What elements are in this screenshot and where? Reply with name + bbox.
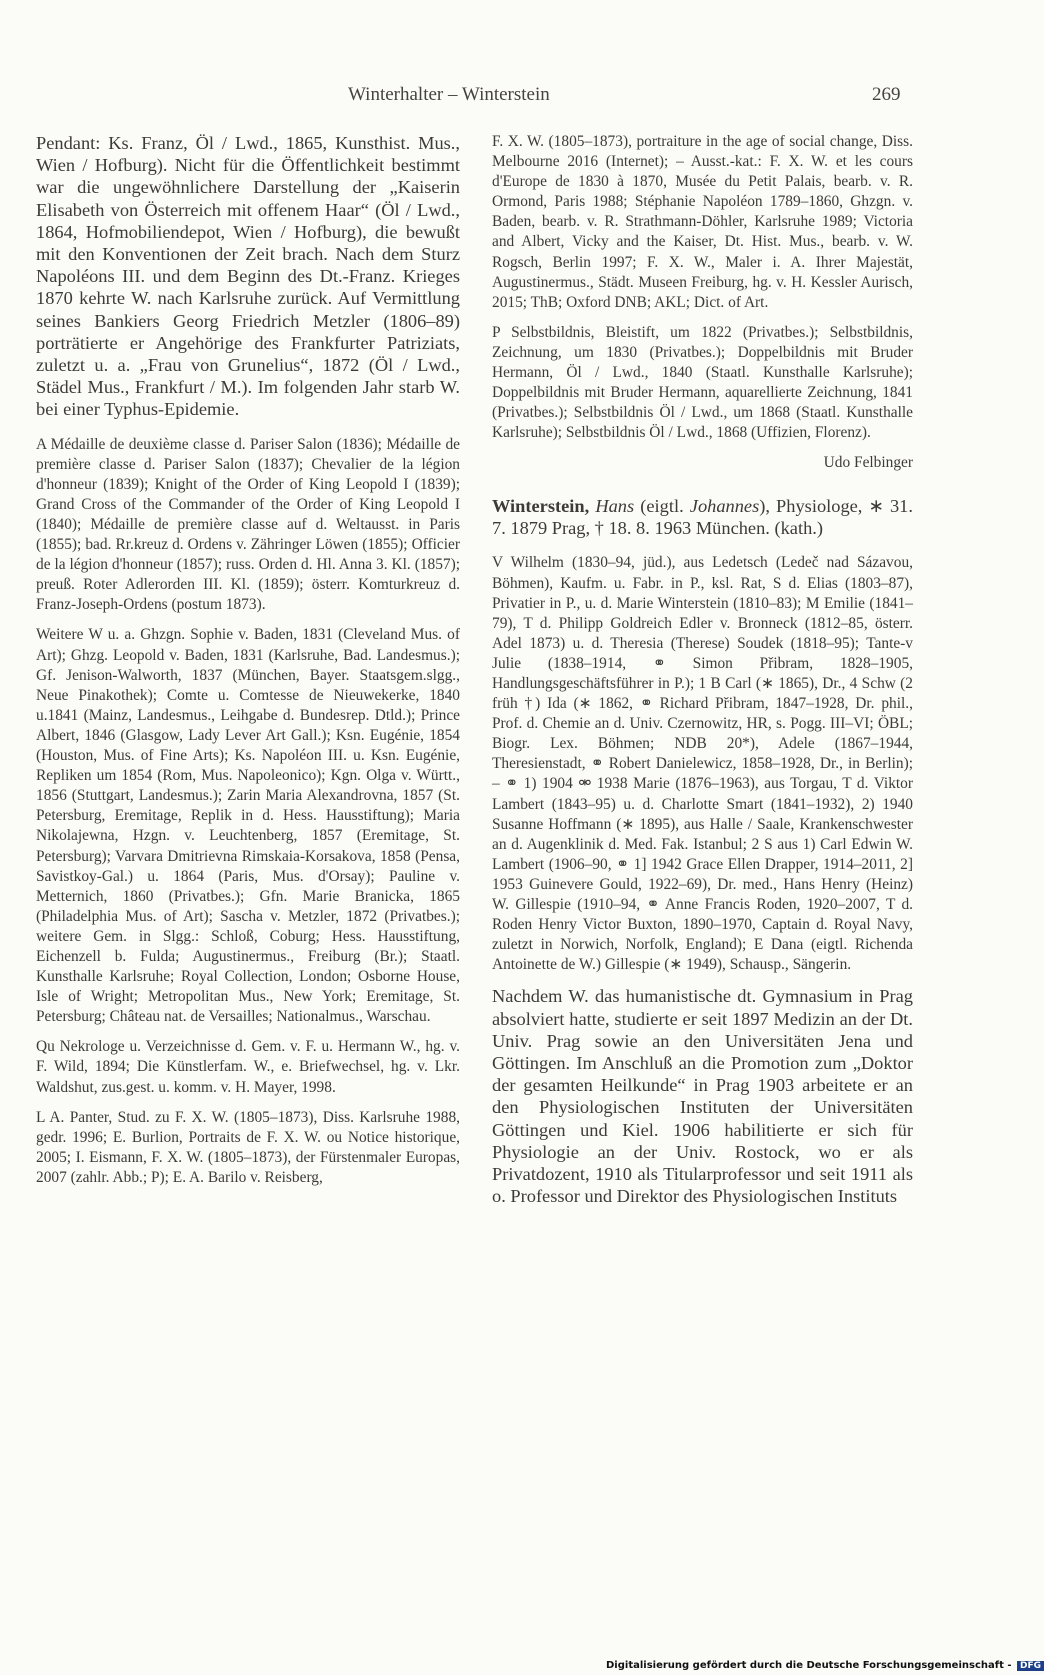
entry-surname: Winterstein, — [492, 496, 590, 517]
literature-paragraph: L A. Panter, Stud. zu F. X. W. (1805–1873), Diss. Karlsruhe 1988, gedr. 1996; E. Burlion, Portraits de F. X. W. ou Notice historique, 2005; I. Eismann, F. X. W. (1805–1873), der Fürstenmaler Europas, 2007 (zahlr. Abb.; P); E. A. Barilo v. Reisberg, — [36, 1108, 460, 1186]
sources-paragraph: Qu Nekrologe u. Verzeichnisse d. Gem. v. F. u. Hermann W., hg. v. F. Wild, 1894; Die Künstlerfam. W., e. Briefwechsel, hg. v. Lkr. Waldshut, zus.gest. u. komm. v. H. Mayer, 1998. — [36, 1038, 460, 1096]
entry-alias-name: Johannes — [689, 496, 760, 517]
entry-heading — [492, 495, 913, 539]
dfg-logo: DFG — [1017, 1661, 1044, 1671]
body-paragraph: Pendant: Ks. Franz, Öl / Lwd., 1865, Kunsthist. Mus., Wien / Hofburg). Nicht für die Öffentlichkeit bestimmt war die ungewöhnlichere Darstellung der „Kaiserin Elisabeth von Österreich mit offenem Haar“ (Öl / Lwd., 1864, Hofmobiliendepot, Wien / Hofburg), die bewußt mit den Konventionen der Zeit brach. Nach dem Sturz Napoléons III. und dem Beginn des Dt.-Franz. Krieges 1870 kehrte W. nach Karlsruhe zurück. Auf Vermittlung seines Bankiers Georg Friedrich Metzler (1806–89) porträtierte er Angehörige des Frankfurter Patriziats, zuletzt u. a. „Frau von Grunelius“, 1872 (Öl / Lwd., Städel Mus., Frankfurt / M.). Im folgenden Jahr starb W. bei einer Typhus-Epidemie. — [36, 133, 460, 420]
entry-given-name: Hans — [595, 496, 635, 517]
author-signature: Udo Felbinger — [823, 454, 913, 472]
literature-continued: F. X. W. (1805–1873), portraiture in the age of social change, Diss. Melbourne 2016 (Internet); – Ausst.-kat.: F. X. W. et les cours d'Europe de 1830 à 1870, Musée du Petit Palais, bearb. v. R. Ormond, Paris 1988; Stéphanie Napoléon 1789–1860, Ghzgn. v. Baden, bearb. v. R. Strathmann-Döhler, Karlsruhe 1989; Victoria and Albert, Vicky and the Kaiser, Dt. Hist. Mus., bearb. v. W. Rogsch, Berlin 1997; F. X. W., Maler i. A. Ihrer Majestät, Augustinermus., Städt. Museen Freiburg, hg. v. H. Kessler Aurisch, 2015; ThB; Oxford DNB; AKL; Dict. of Art. — [492, 133, 913, 311]
awards-paragraph: A Médaille de deuxième classe d. Pariser Salon (1836); Médaille de première classe d. Pariser Salon (1837); Chevalier de la légion d'honneur (1839); Knight of the Order of King Leopold I (1839); Grand Cross of the Commander of the Order of King Leopold I (1840); Médaille de première classe auf d. Weltausst. in Paris (1855); bad. Rr.kreuz d. Ordens v. Zähringer Löwen (1855); Officier de la légion d'honneur (1857); russ. Orden d. Hl. Anna 3. Kl. (1857); preuß. Roter Adlerorden III. Kl. (1859); österr. Komturkreuz d. Franz-Joseph-Ordens (postum 1873). — [36, 435, 460, 614]
works-paragraph: Weitere W u. a. Ghzgn. Sophie v. Baden, 1831 (Cleveland Mus. of Art); Ghzg. Leopold v. Baden, 1831 (Karlsruhe, Bad. Landesmus.); Gf. Jenison-Walworth, 1837 (München, Bayer. Staatsgem.slgg., Neue Pinakothek); Comte u. Comtesse de Nieuwekerke, 1840 u.1841 (Mainz, Landesmus., Leihgabe d. Bundesrep. Dtld.); Prince Albert, 1846 (Glasgow, Lady Lever Art Gall.); Ksn. Eugénie, 1854 (Houston, Mus. of Fine Arts); Ks. Napoléon III. u. Ksn. Eugénie, Repliken um 1854 (Rom, Mus. Napoleonico); Kgn. Olga v. Württ., 1856 (Stuttgart, Landesmus.); Zarin Maria Alexandrovna, 1857 (St. Petersburg, Eremitage, Replik in d. Hess. Hausstiftung); Maria Nikolajewna, Hzgn. v. Leuchtenberg, 1857 (Eremitage, St. Petersburg); Varvara Dmitrievna Rimskaia-Korsakova, 1858 (Pensa, Savistkoy-Gal.) u. 1864 (Paris, Mus. d'Orsay); Pauline v. Metternich, 1860 (Privatbes.); Gfn. Marie Branicka, 1865 (Philadelphia Mus. of Art); Sascha v. Metzler, 1872 (Privatbes.); weitere Gem. in Slgg.: Schloß, Coburg; Hess. Hausstiftung, Eichenzell b. Fulda; Augustinermus., Freiburg (Br.); Staatl. Kunsthalle Karlsruhe; Royal Collection, London; Osborne House, Isle of Wright; Metropolitan Mus., New York; Eremitage, St. Petersburg; Château nat. de Versailles; Nationalmus., Warschau. — [36, 626, 460, 1026]
footer-text: Digitalisierung gefördert durch die Deutsche Forschungsgemeinschaft - — [606, 1660, 1012, 1671]
running-header — [0, 84, 1000, 114]
right-column — [492, 132, 913, 1221]
portraits-paragraph: P Selbstbildnis, Bleistift, um 1822 (Privatbes.); Selbstbildnis, Zeichnung, um 1830 (Privatbes.); Doppelbildnis mit Bruder Hermann, Öl / Lwd., 1840 (Staatl. Kunsthalle Karlsruhe); Doppelbildnis mit Bruder Hermann, aquarellierte Zeichnung, 1841 (Privatbes.); Selbstbildnis Öl / Lwd., um 1868 (Staatl. Kunsthalle Karlsruhe); Selbstbildnis Öl / Lwd., 1868 (Uffizien, Florenz). — [492, 323, 913, 442]
entry-heading-rest: ), Physiologe, ∗ 31. 7. 1879 Prag, † 18. 8. 1963 München. (kath.) — [492, 496, 913, 539]
biography-paragraph: Nachdem W. das humanistische dt. Gymnasium in Prag absolviert hatte, studierte er seit 1897 Medizin an der Dt. Univ. Prag sowie an den Universitäten Jena und Göttingen. Im Anschluß an die Promotion zum „Doktor der gesamten Heilkunde“ in Prag 1903 arbeitete er an den Physiologischen Instituten der Universitäten Göttingen und Kiel. 1906 habilitierte er sich für Physiologie an der Univ. Rostock, wo er als Privatdozent, 1910 als Titularprofessor und seit 1911 als o. Professor und Direktor des Physiologischen Instituts — [492, 986, 913, 1207]
page-number: 269 — [872, 84, 901, 105]
genealogy-paragraph: V Wilhelm (1830–94, jüd.), aus Ledetsch (Ledeč nad Sázavou, Böhmen), Kaufm. u. Fabr. in P., ksl. Rat, S d. Elias (1803–87), Privatier in P., u. d. Marie Winterstein (1810–83); M Emilie (1841–79), T d. Philipp Goldreich Edler v. Bronneck (1812–85, österr. Adel 1873) u. d. Theresia (Therese) Soudek (1818–95); Tante-v Julie (1838–1914, ⚭ Simon Přibram, 1828–1905, Handlungsgeschäftsführer in P.); 1 B Carl (∗ 1865), Dr., 4 Schw (2 früh †) Ida (∗ 1862, ⚭ Richard Přibram, 1847–1928, Dr. phil., Prof. d. Chemie an d. Univ. Czernowitz, HR, s. Pogg. III–VI; ÖBL; Biogr. Lex. Böhmen; NDB 20*), Adele (1867–1944, Theresienstadt, ⚭ Robert Danielewicz, 1858–1928, Dr., in Berlin); – ⚭ 1) 1904 ⚮ 1938 Marie (1876–1963), aus Torgau, T d. Viktor Lambert (1843–95) u. d. Charlotte Smart (1841–1932), 2) 1940 Susanne Hoffmann (∗ 1895), aus Halle / Saale, Krankenschwester an d. Augenklinik d. Med. Fak. Istanbul; 2 S aus 1) Carl Edwin W. Lambert (1906–90, ⚭ 1] 1942 Grace Ellen Drapper, 1914–2011, 2] 1953 Guinevere Gould, 1922–69), Dr. med., Hans Henry (Heinz) W. Gillespie (1910–94, ⚭ Anne Francis Roden, 1920–2007, T d. Roden Henry Victor Buxton, 1890–1970, Captain d. Royal Navy, zuletzt in Norwich, Norfolk, England); E Dana (eigtl. Richenda Antoinette de W.) Gillespie (∗ 1949), Schausp., Sängerin. — [492, 554, 913, 974]
left-column — [36, 132, 460, 1198]
entry-alias-prefix: (eigtl. — [640, 496, 684, 517]
digitization-footer — [606, 1660, 1042, 1675]
running-title: Winterhalter – Winterstein — [348, 84, 550, 105]
